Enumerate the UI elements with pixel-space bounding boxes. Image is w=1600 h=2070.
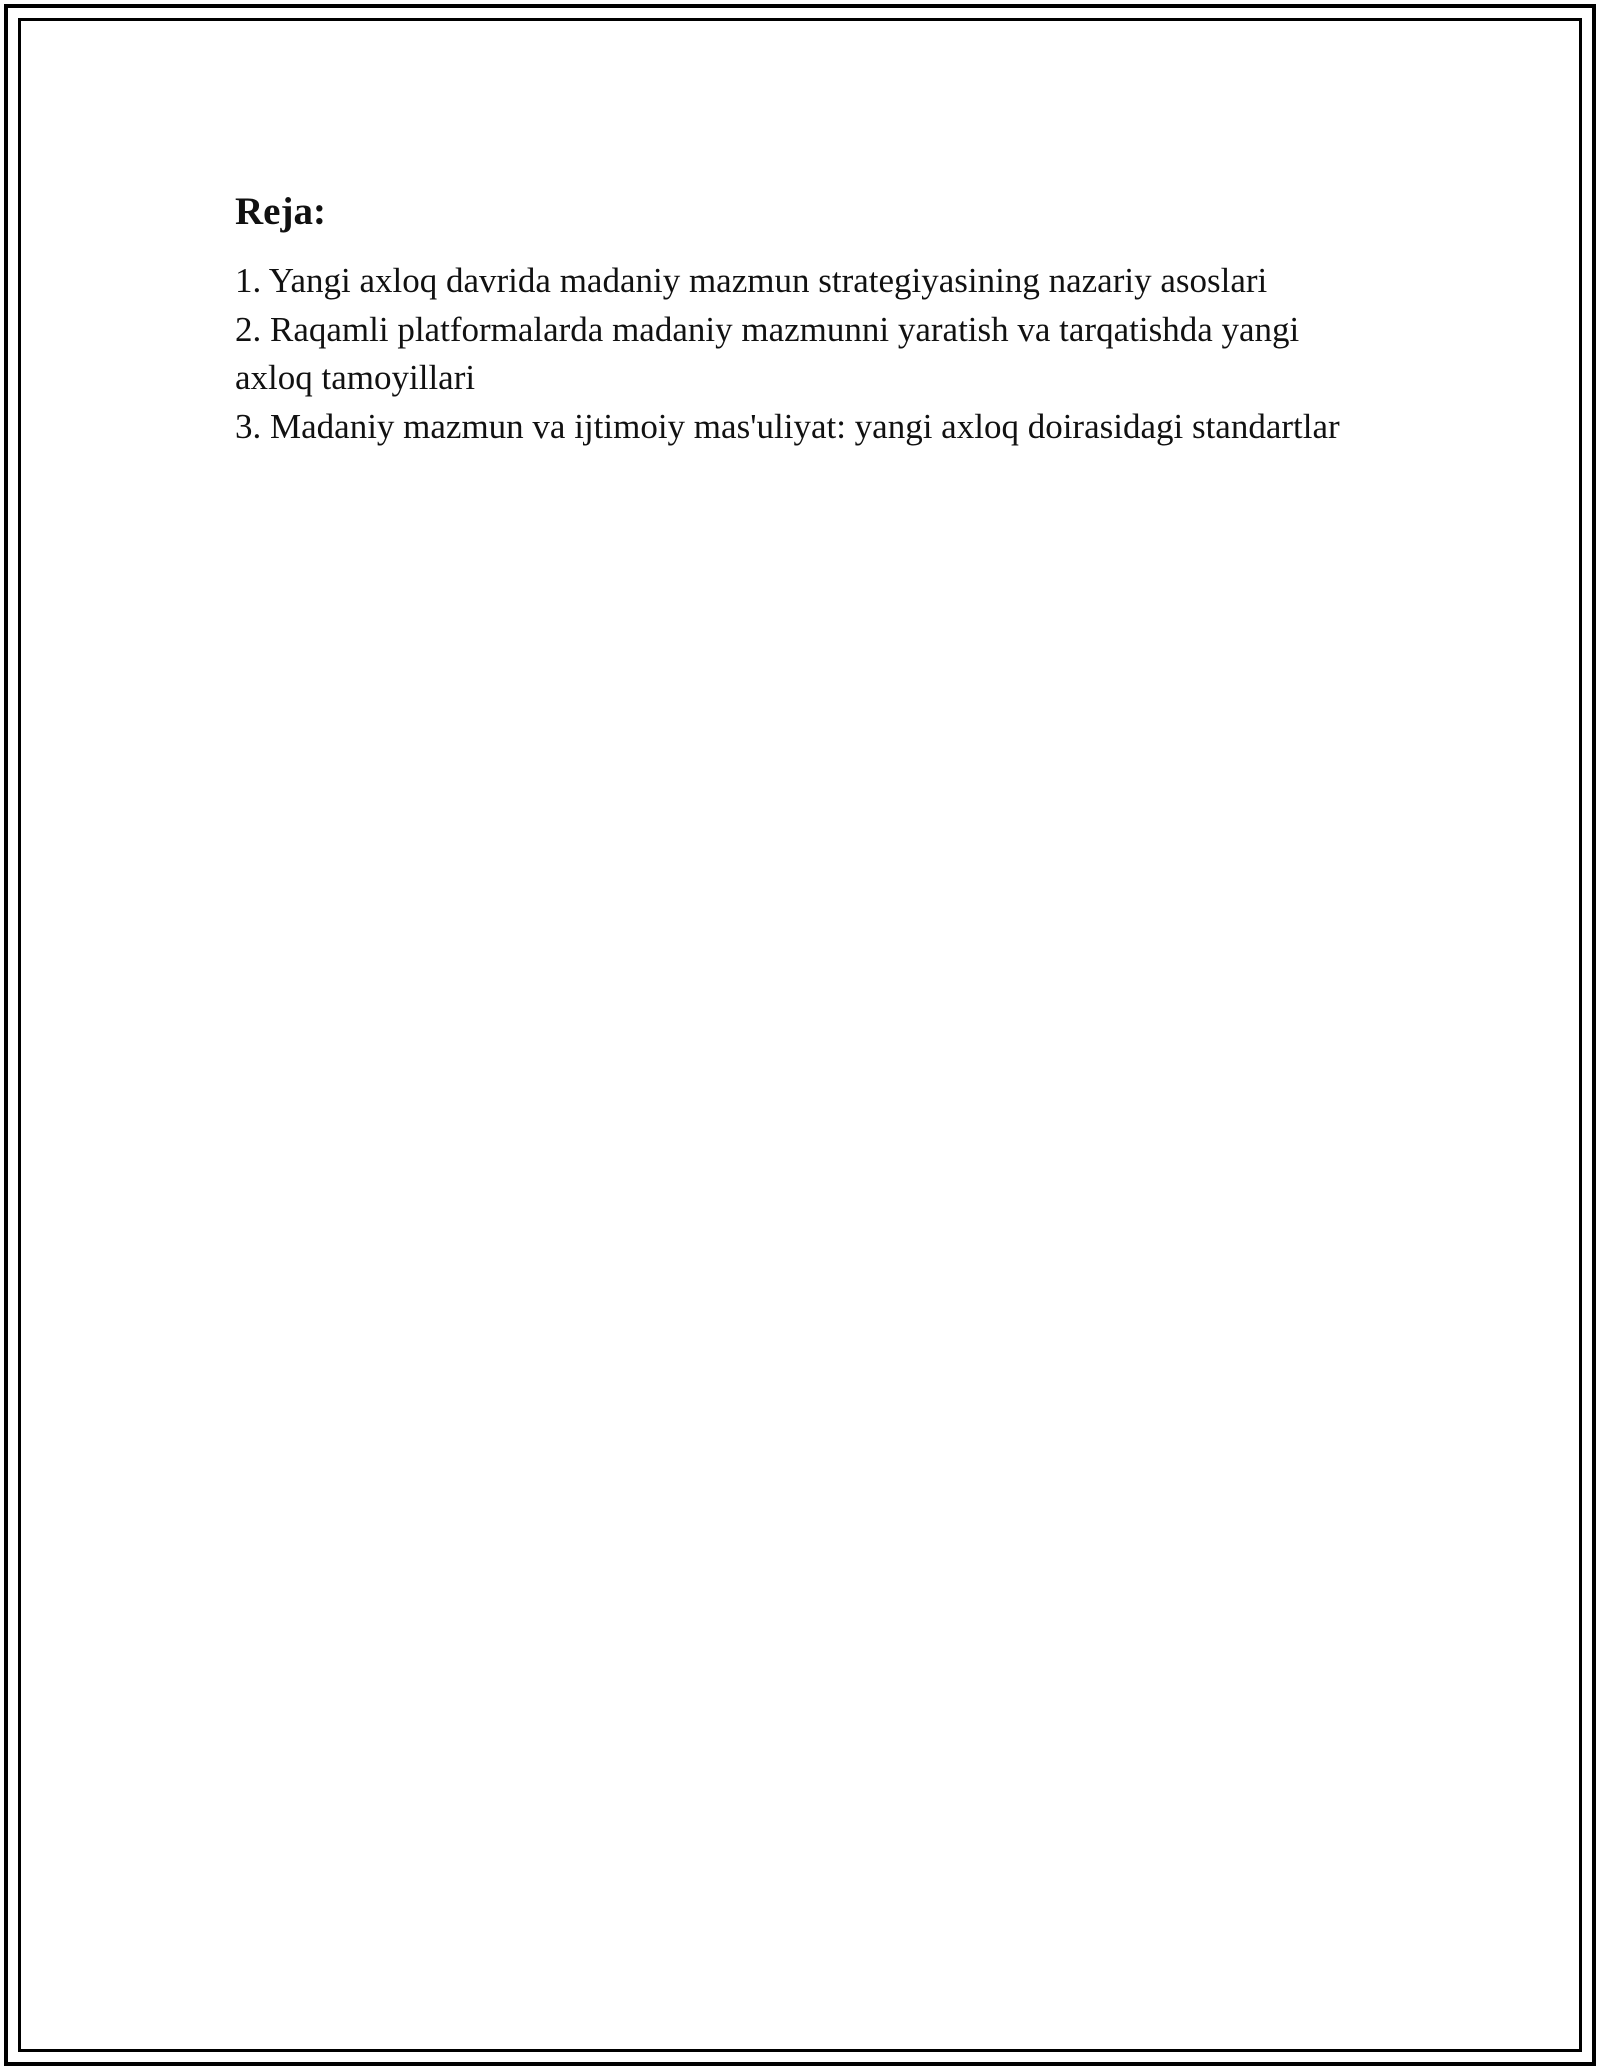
plan-item-3: 3. Madaniy mazmun va ijtimoiy mas'uliyat: yangi axloq doirasidagi standartlar [235,406,1340,446]
document-body [235,185,1365,451]
plan-item-1: 1. Yangi axloq davrida madaniy mazmun strategiyasining nazariy asoslari [235,261,1268,300]
plan-heading: Reja: [235,190,326,233]
plan-item-2: 2. Raqamli platformalarda madaniy mazmunni yaratish va tarqatishda yangi axloq tamoyillari [235,309,1300,397]
plan-list [235,257,1365,451]
